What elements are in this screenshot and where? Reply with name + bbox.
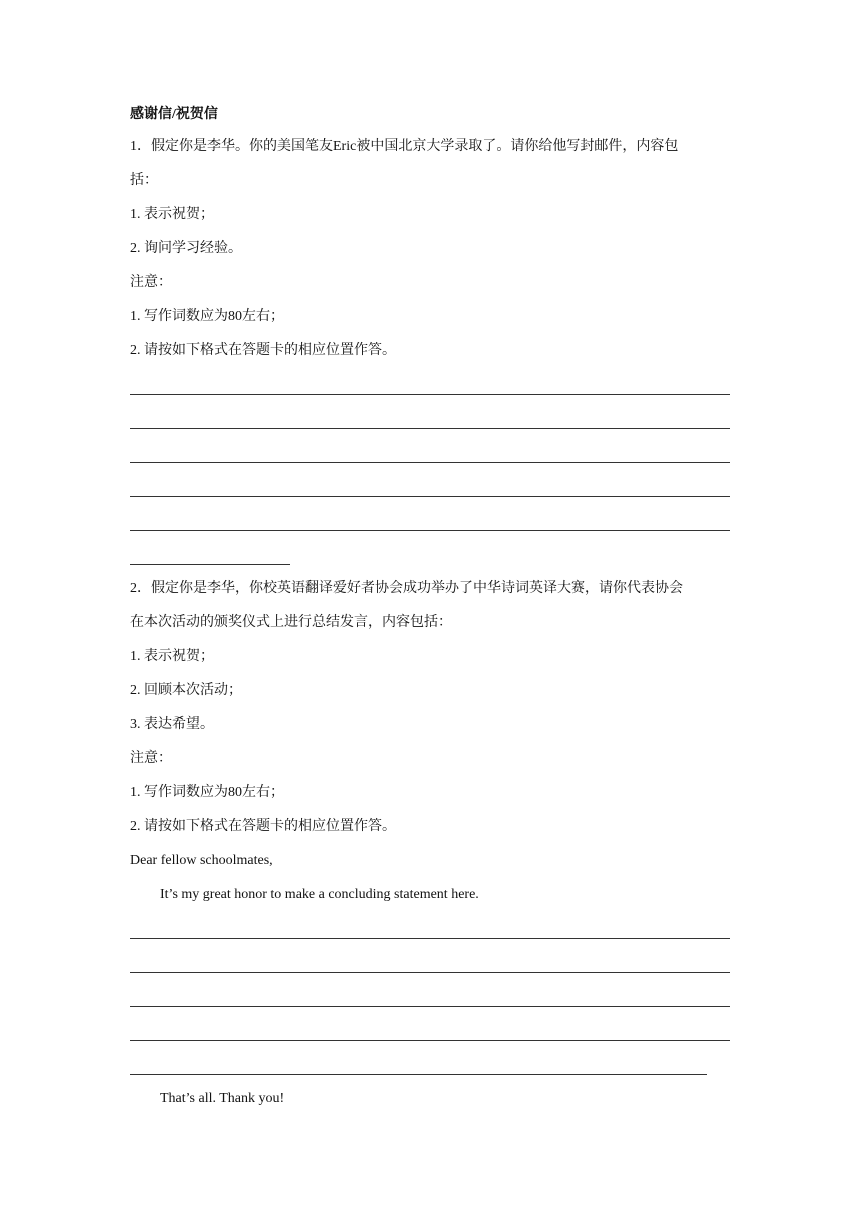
q1-answer-line	[130, 436, 730, 470]
q2-point-3: 3. 表达希望。	[130, 717, 214, 732]
q1-point-1: 1. 表示祝贺；	[130, 207, 214, 222]
q1-answer-line	[130, 470, 730, 504]
q2-salutation: Dear fellow schoolmates,	[130, 853, 273, 868]
q1-answer-line	[130, 402, 730, 436]
q1-note-label: 注意：	[130, 275, 172, 290]
section-title: 感谢信/祝贺信	[130, 107, 218, 122]
q2-point-2: 2. 回顾本次活动；	[130, 683, 242, 698]
q1-note-2: 2. 请按如下格式在答题卡的相应位置作答。	[130, 343, 396, 358]
document-page	[130, 100, 730, 1116]
q2-note-label: 注意：	[130, 751, 172, 766]
q2-answer-line	[130, 912, 730, 946]
q1-prompt-line-2: 括：	[130, 173, 158, 188]
q2-note-2: 2. 请按如下格式在答题卡的相应位置作答。	[130, 819, 396, 834]
q2-answer-line-last	[130, 1048, 730, 1082]
q1-note-1: 1. 写作词数应为80左右；	[130, 309, 284, 324]
q2-note-1: 1. 写作词数应为80左右；	[130, 785, 284, 800]
q2-prompt-line-1: 2．假定你是李华，你校英语翻译爱好者协会成功举办了中华诗词英译大赛，请你代表协会	[130, 581, 683, 596]
q2-answer-line	[130, 980, 730, 1014]
q2-answer-line	[130, 1014, 730, 1048]
q1-prompt-line-1: 1．假定你是李华。你的美国笔友Eric被中国北京大学录取了。请你给他写封邮件，内容包	[130, 139, 679, 154]
q2-answer-line	[130, 946, 730, 980]
q1-answer-line-short	[130, 538, 730, 572]
q2-prompt-line-2: 在本次活动的颁奖仪式上进行总结发言，内容包括：	[130, 615, 452, 630]
q2-opening-sentence: It’s my great honor to make a concluding statement here.	[160, 887, 479, 902]
q2-point-1: 1. 表示祝贺；	[130, 649, 214, 664]
q1-point-2: 2. 询问学习经验。	[130, 241, 242, 256]
q1-answer-line	[130, 504, 730, 538]
q2-closing-sentence: That’s all. Thank you!	[160, 1091, 285, 1106]
q1-answer-line	[130, 368, 730, 402]
